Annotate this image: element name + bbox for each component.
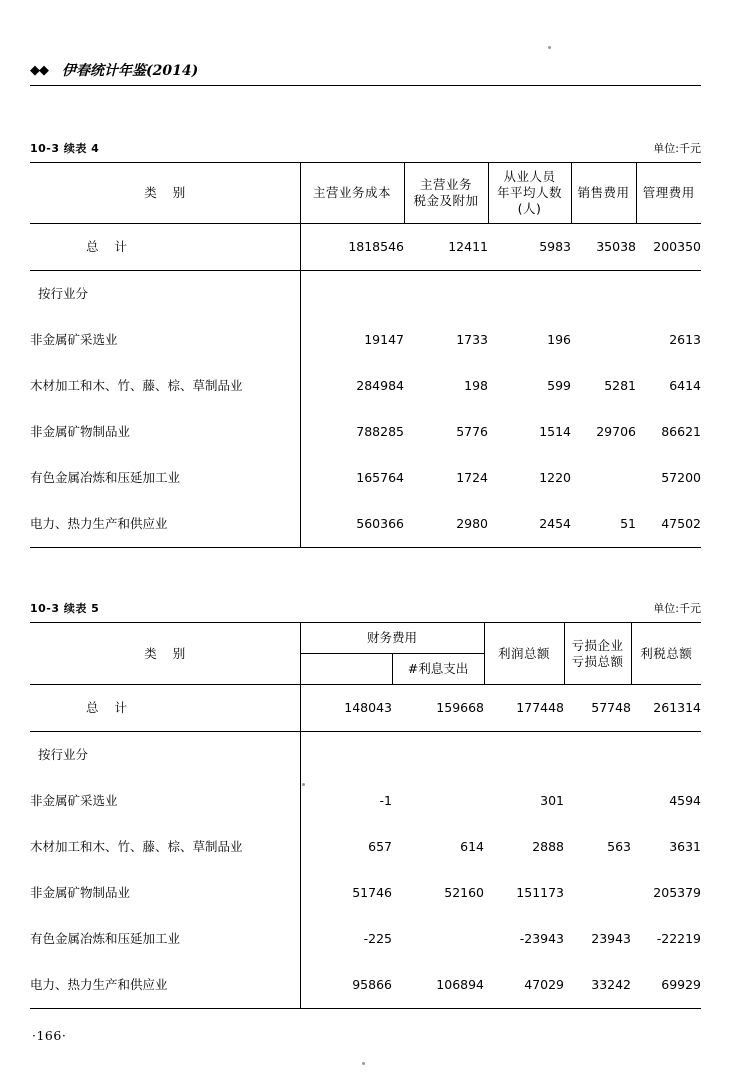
- cell-value: 148043: [300, 685, 392, 732]
- cell-value: [564, 778, 631, 824]
- col-header-employees-line3: (人): [517, 201, 542, 216]
- cell-value: 2980: [404, 501, 488, 548]
- cell-value: 6414: [669, 378, 701, 393]
- cell-value: [571, 271, 636, 318]
- table-row: [30, 685, 701, 732]
- col-header-loss-line2: 亏损总额: [571, 653, 624, 669]
- cell-value: 33242: [564, 962, 631, 1009]
- data-table-2: [30, 622, 701, 1009]
- cell-value: 86621: [661, 424, 701, 439]
- cell-value: [571, 455, 636, 501]
- table-row: [30, 363, 701, 409]
- table-row: [30, 870, 701, 916]
- col-header-interest-expense: #利息支出: [392, 654, 484, 685]
- cell-value: 1733: [456, 332, 488, 347]
- cell-value: [300, 271, 404, 318]
- table-row: [30, 824, 701, 870]
- page-number: ·166·: [32, 1028, 67, 1043]
- row-label: 总 计: [30, 685, 300, 732]
- cell-value: 1220: [539, 470, 571, 485]
- cell-value: 5281: [604, 378, 636, 393]
- cell-value: [392, 732, 484, 779]
- cell-value: 1514: [539, 424, 571, 439]
- table-caption-2: [30, 600, 701, 616]
- cell-value: 301: [540, 793, 565, 808]
- table-row: [30, 501, 701, 548]
- col-header-loss-enterprise: [564, 623, 631, 685]
- cell-value: 159668: [392, 685, 484, 732]
- col-header-financial-expense: 财务费用: [300, 623, 484, 654]
- cell-value: [484, 732, 564, 779]
- cell-value: 5776: [456, 424, 488, 439]
- row-label: 电力、热力生产和供应业: [30, 962, 300, 1009]
- diamond-icon: ◆◆: [30, 63, 48, 78]
- cell-value: [392, 916, 484, 962]
- cell-value: 196: [547, 332, 571, 347]
- table-row: [30, 271, 701, 318]
- cell-value: 788285: [356, 424, 404, 439]
- col-header-business-tax: [404, 163, 488, 224]
- col-header-category: 类 别: [30, 623, 300, 685]
- table-number: 10-3 续表 4: [30, 142, 100, 155]
- cell-value: [404, 271, 488, 318]
- cell-value: 69929: [631, 962, 701, 1009]
- cell-value: -225: [363, 931, 392, 946]
- cell-value: 47502: [636, 501, 701, 548]
- cell-value: 200350: [636, 224, 701, 271]
- table-header-row: [30, 163, 701, 224]
- col-header-loss-line1: 亏损企业: [571, 637, 624, 653]
- cell-value: [392, 778, 484, 824]
- data-table-1: [30, 162, 701, 548]
- col-header-total-profit: 利润总额: [484, 623, 564, 685]
- col-header-business-tax-line1: 主营业务: [419, 177, 472, 192]
- cell-value: 177448: [484, 685, 564, 732]
- col-header-admin-expense: 管理费用: [636, 163, 701, 224]
- cell-value: [564, 732, 631, 779]
- cell-value: 2888: [532, 839, 565, 854]
- row-label: 非金属矿采选业: [30, 317, 300, 363]
- cell-value: 57748: [564, 685, 631, 732]
- cell-value: 51746: [352, 885, 392, 900]
- cell-value: [564, 870, 631, 916]
- row-label: 总 计: [30, 224, 300, 271]
- cell-value: 52160: [444, 885, 485, 900]
- cell-value: 23943: [591, 931, 632, 946]
- table-row: [30, 732, 701, 779]
- cell-value: 29706: [596, 424, 636, 439]
- cell-value: 57200: [661, 470, 701, 485]
- cell-value: 1818546: [300, 224, 404, 271]
- col-header-financial-expense-blank: [300, 654, 392, 685]
- col-header-business-tax-line2: 税金及附加: [413, 193, 479, 208]
- cell-value: 106894: [392, 962, 484, 1009]
- table-row: [30, 962, 701, 1009]
- row-label: 电力、热力生产和供应业: [30, 501, 300, 548]
- table-number: 10-3 续表 5: [30, 602, 100, 615]
- table-row: [30, 778, 701, 824]
- page-speck: [548, 46, 551, 49]
- cell-value: [488, 271, 571, 318]
- table-row: [30, 224, 701, 271]
- cell-value: 19147: [364, 332, 404, 347]
- row-label: 木材加工和木、竹、藤、棕、草制品业: [30, 824, 300, 870]
- table-caption-1: [30, 140, 701, 156]
- cell-value: 95866: [300, 962, 392, 1009]
- table-row: [30, 317, 701, 363]
- row-label: 非金属矿物制品业: [30, 870, 300, 916]
- cell-value: 205379: [653, 885, 702, 900]
- cell-value: -23943: [519, 931, 565, 946]
- cell-value: 12411: [404, 224, 488, 271]
- cell-value: 198: [464, 378, 488, 393]
- row-label: 非金属矿物制品业: [30, 409, 300, 455]
- cell-value: [300, 732, 392, 779]
- cell-value: 2454: [488, 501, 571, 548]
- cell-value: 1724: [456, 470, 488, 485]
- col-header-employees-line1: 从业人员: [503, 169, 556, 184]
- cell-value: -22219: [656, 931, 702, 946]
- table-block-1: [30, 140, 701, 548]
- row-label: 有色金属冶炼和压延加工业: [30, 916, 300, 962]
- header-divider: [30, 85, 701, 86]
- cell-value: 51: [571, 501, 636, 548]
- col-header-employees: [488, 163, 571, 224]
- cell-value: [631, 732, 701, 779]
- cell-value: 599: [547, 378, 571, 393]
- cell-value: [571, 317, 636, 363]
- cell-value: 3631: [669, 839, 702, 854]
- cell-value: 5983: [488, 224, 571, 271]
- row-label: 按行业分: [30, 271, 300, 318]
- table-row: [30, 916, 701, 962]
- publication-title: 伊春统计年鉴(2014): [62, 63, 199, 79]
- cell-value: 47029: [484, 962, 564, 1009]
- cell-value: 563: [607, 839, 632, 854]
- col-header-total-profit-tax: 利税总额: [631, 623, 701, 685]
- page-speck: [362, 1062, 365, 1065]
- col-header-employees-line2: 年平均人数: [496, 185, 562, 200]
- table-row: [30, 455, 701, 501]
- row-label: 按行业分: [30, 732, 300, 779]
- col-header-category: 类 别: [30, 163, 300, 224]
- cell-value: 284984: [356, 378, 404, 393]
- cell-value: 614: [460, 839, 485, 854]
- cell-value: 657: [368, 839, 392, 854]
- table-unit: 单位:千元: [653, 602, 701, 615]
- table-row: [30, 409, 701, 455]
- cell-value: 261314: [631, 685, 701, 732]
- cell-value: 151173: [516, 885, 565, 900]
- table-unit: 单位:千元: [653, 142, 701, 155]
- row-label: 木材加工和木、竹、藤、棕、草制品业: [30, 363, 300, 409]
- row-label: 非金属矿采选业: [30, 778, 300, 824]
- col-header-selling-expense: 销售费用: [571, 163, 636, 224]
- table-block-2: [30, 600, 701, 1009]
- cell-value: 2613: [669, 332, 701, 347]
- page-header: [30, 60, 701, 86]
- cell-value: 4594: [669, 793, 702, 808]
- cell-value: 165764: [356, 470, 404, 485]
- cell-value: 35038: [571, 224, 636, 271]
- row-label: 有色金属冶炼和压延加工业: [30, 455, 300, 501]
- cell-value: -1: [379, 793, 392, 808]
- cell-value: 560366: [300, 501, 404, 548]
- table-header-row: [30, 623, 701, 654]
- col-header-main-business-cost: 主营业务成本: [300, 163, 404, 224]
- cell-value: [636, 271, 701, 318]
